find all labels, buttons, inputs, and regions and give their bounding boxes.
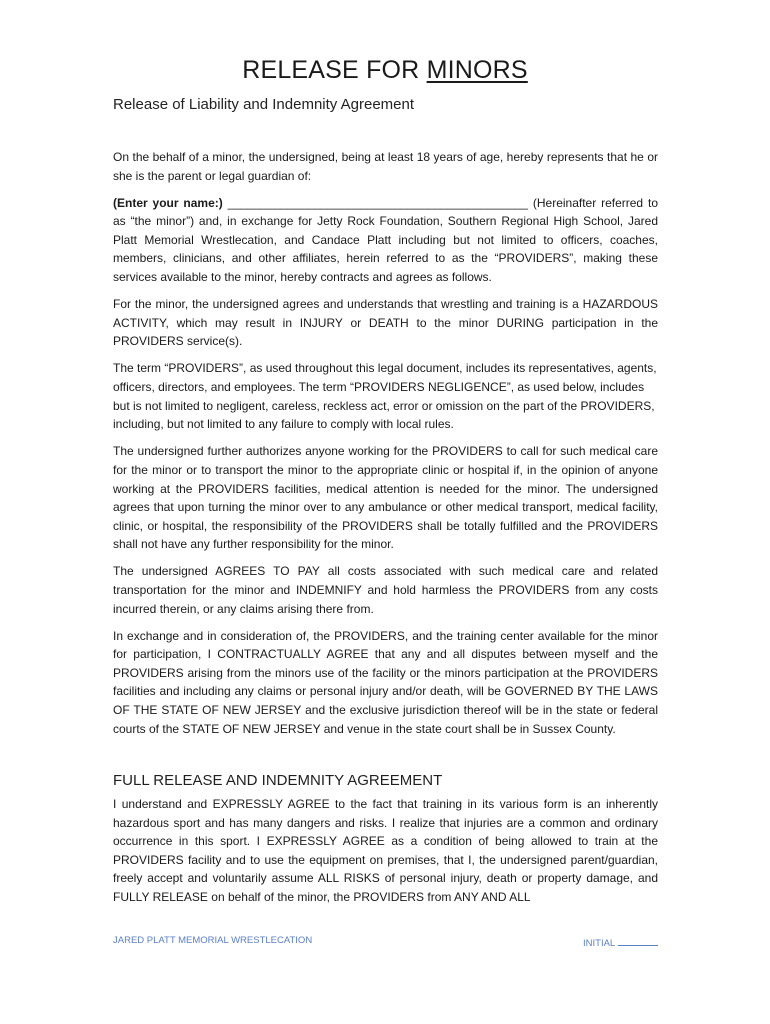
name-blank[interactable]: _____________________________________________ bbox=[227, 195, 528, 210]
initial-blank[interactable] bbox=[618, 935, 658, 946]
section-heading: FULL RELEASE AND INDEMNITY AGREEMENT bbox=[113, 772, 443, 789]
section-body bbox=[113, 795, 658, 915]
footer-right bbox=[583, 935, 658, 949]
document-subtitle: Release of Liability and Indemnity Agreement bbox=[113, 96, 415, 113]
enter-name-label: (Enter your name:) bbox=[113, 195, 223, 210]
intro-paragraph: On the behalf of a minor, the undersigned, being at least 18 years of age, hereby represents that he or she is the parent or legal guardian of: bbox=[113, 150, 658, 183]
paragraph-7: I understand and EXPRESSLY AGREE to the fact that training in its various form is an inherently hazardous sport and has many dangers and risks. I realize that injuries are a common and ordinary occurrence in this sport. I EXPRESSLY AGREE as a condition of being allowed to train at the PROVIDERS facility and to use the equipment on premises, that I, the undersigned parent/guardian, freely accept and voluntarily assume ALL RISKS of personal injury, death or property damage, and FULLY RELEASE on behalf of the minor, the PROVIDERS from ANY AND ALL bbox=[113, 797, 658, 904]
paragraph-1 bbox=[113, 194, 658, 287]
title-prefix: RELEASE FOR bbox=[242, 56, 427, 84]
document-body bbox=[113, 148, 658, 747]
paragraph-4: The undersigned further authorizes anyone working for the PROVIDERS to call for such medical care for the minor or to transport the minor to the appropriate clinic or hospital if, in the opinion of anyone working at the PROVIDERS facilities, medical attention is needed for the minor. The undersigned agrees that upon turning the minor over to any ambulance or other medical transport, medical facility, clinic, or hospital, the responsibility of the PROVIDERS shall be totally fulfilled and the PROVIDERS shall not have any further responsibility for the minor. bbox=[113, 444, 658, 552]
title-underlined: MINORS bbox=[426, 56, 528, 84]
paragraph-3: The term “PROVIDERS”, as used throughout this legal document, includes its representatives, agents, officers, directors, and employees. The term “PROVIDERS NEGLIGENCE”, as used below, includes but is not limited to negligent, careless, reckless act, error or omission on the part of the PROVIDERS, including, but not limited to any failure to comply with local rules. bbox=[113, 361, 657, 432]
paragraph-6: In exchange and in consideration of, the PROVIDERS, and the training center available for the minor for participation, I CONTRACTUALLY AGREE that any and all disputes between myself and the PROVIDERS arising from the minors use of the facility or the minors participation at the PROVIDERS facilities and including any claims or personal injury and/or death, will be GOVERNED BY THE LAWS OF THE STATE OF NEW JERSEY and the exclusive jurisdiction thereof will be in the state or federal courts of the STATE OF NEW JERSEY and venue in the state court shall be in Sussex County. bbox=[113, 628, 658, 736]
paragraph-2: For the minor, the undersigned agrees and understands that wrestling and training is a HAZARDOUS ACTIVITY, which may result in INJURY or DEATH to the minor DURING participation in the PROVIDERS service(s). bbox=[113, 297, 658, 349]
document-title bbox=[0, 56, 770, 85]
footer-left: JARED PLATT MEMORIAL WRESTLECATION bbox=[113, 935, 313, 946]
paragraph-5: The undersigned AGREES TO PAY all costs associated with such medical care and related transportation for the minor and INDEMNIFY and hold harmless the PROVIDERS from any costs incurred therein, or any claims arising there from. bbox=[113, 564, 658, 616]
initial-label: INITIAL bbox=[583, 938, 618, 949]
paragraph-1-text: (Hereinafter referred to as “the minor”) and, in exchange for Jetty Rock Foundation, Southern Regional High School, Jared Platt Memorial Wrestlecation, and Candace Platt including but not limited to officers, coaches, members, clinicians, and other affiliates, herein referred to as the “PROVIDERS”, making these services available to the minor, hereby contracts and agrees as follows. bbox=[113, 195, 658, 285]
